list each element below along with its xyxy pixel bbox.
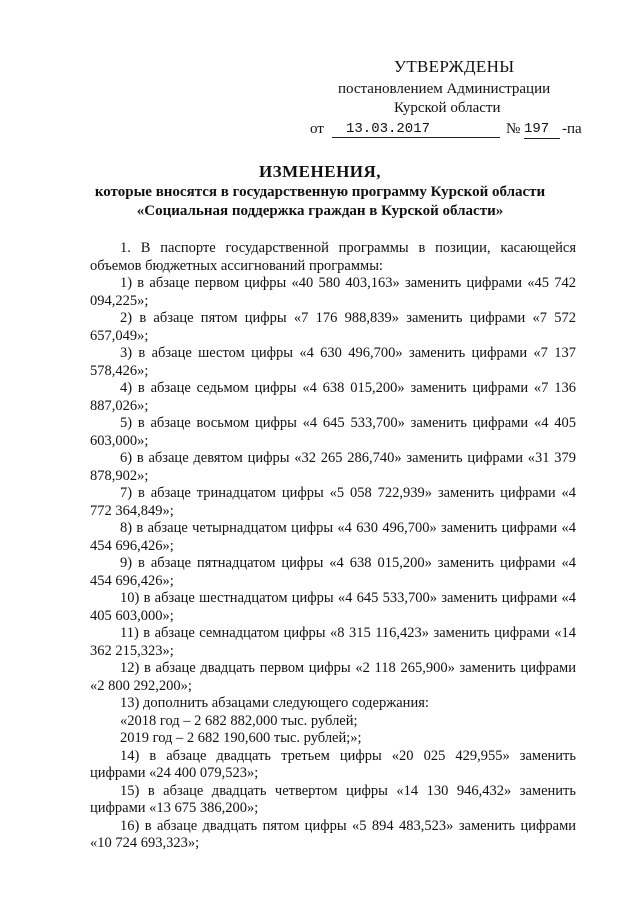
paragraph: 15) в абзаце двадцать четвертом цифры «14 130 946,432» заменить цифрами «13 675 386,200»; <box>90 782 576 816</box>
paragraph: 8) в абзаце четырнадцатом цифры «4 630 496,700» заменить цифрами «4 454 696,426»; <box>90 520 576 554</box>
number-suffix: -па <box>562 121 582 137</box>
paragraph: 1) в абзаце первом цифры «40 580 403,163» заменить цифрами «45 742 094,225»; <box>90 275 576 309</box>
paragraph: 2019 год – 2 682 190,600 тыс. рублей;»; <box>120 730 362 746</box>
approval-date: 13.03.2017 <box>332 120 500 138</box>
approval-date-row <box>310 120 610 140</box>
document-body <box>90 240 576 853</box>
program-name: «Социальная поддержка граждан в Курской области» <box>136 203 504 219</box>
paragraph: 10) в абзаце шестнадцатом цифры «4 645 533,700» заменить цифрами «4 405 603,000»; <box>90 590 576 624</box>
paragraph: 3) в абзаце шестом цифры «4 630 496,700» заменить цифрами «7 137 578,426»; <box>90 345 576 379</box>
document-subtitle: которые вносятся в государственную программу Курской области <box>94 184 546 200</box>
paragraph: 16) в абзаце двадцать пятом цифры «5 894 483,523» заменить цифрами «10 724 693,323»; <box>90 817 576 851</box>
date-prefix: от <box>310 121 324 137</box>
paragraph: 1. В паспорте государственной программы в позиции, касающейся объемов бюджетных ассигнований программы: <box>90 240 576 274</box>
paragraph: 11) в абзаце семнадцатом цифры «8 315 116,423» заменить цифрами «14 362 215,323»; <box>90 625 576 659</box>
approval-title: УТВЕРЖДЕНЫ <box>394 57 515 76</box>
paragraph: 5) в абзаце восьмом цифры «4 645 533,700» заменить цифрами «4 405 603,000»; <box>90 415 576 449</box>
number-label: № <box>506 121 521 137</box>
document-title: ИЗМЕНЕНИЯ, <box>258 162 382 181</box>
approval-issuer-line: постановлением Администрации <box>338 81 551 97</box>
paragraph: 4) в абзаце седьмом цифры «4 638 015,200» заменить цифрами «7 136 887,026»; <box>90 380 576 414</box>
paragraph: 12) в абзаце двадцать первом цифры «2 118 265,900» заменить цифрами «2 800 292,200»; <box>90 660 576 694</box>
paragraph: 2) в абзаце пятом цифры «7 176 988,839» заменить цифрами «7 572 657,049»; <box>90 310 576 344</box>
approval-region-line: Курской области <box>394 100 501 116</box>
paragraph: 6) в абзаце девятом цифры «32 265 286,740» заменить цифрами «31 379 878,902»; <box>90 450 576 484</box>
paragraph: 13) дополнить абзацами следующего содержания: <box>120 695 429 711</box>
paragraph: 14) в абзаце двадцать третьем цифры «20 025 429,955» заменить цифрами «24 400 079,523»; <box>90 747 576 781</box>
paragraph: 9) в абзаце пятнадцатом цифры «4 638 015,200» заменить цифрами «4 454 696,426»; <box>90 555 576 589</box>
paragraph: «2018 год – 2 682 882,000 тыс. рублей; <box>120 712 358 729</box>
approval-number: 197 <box>524 120 560 139</box>
paragraph: 7) в абзаце тринадцатом цифры «5 058 722,939» заменить цифрами «4 772 364,849»; <box>90 485 576 519</box>
